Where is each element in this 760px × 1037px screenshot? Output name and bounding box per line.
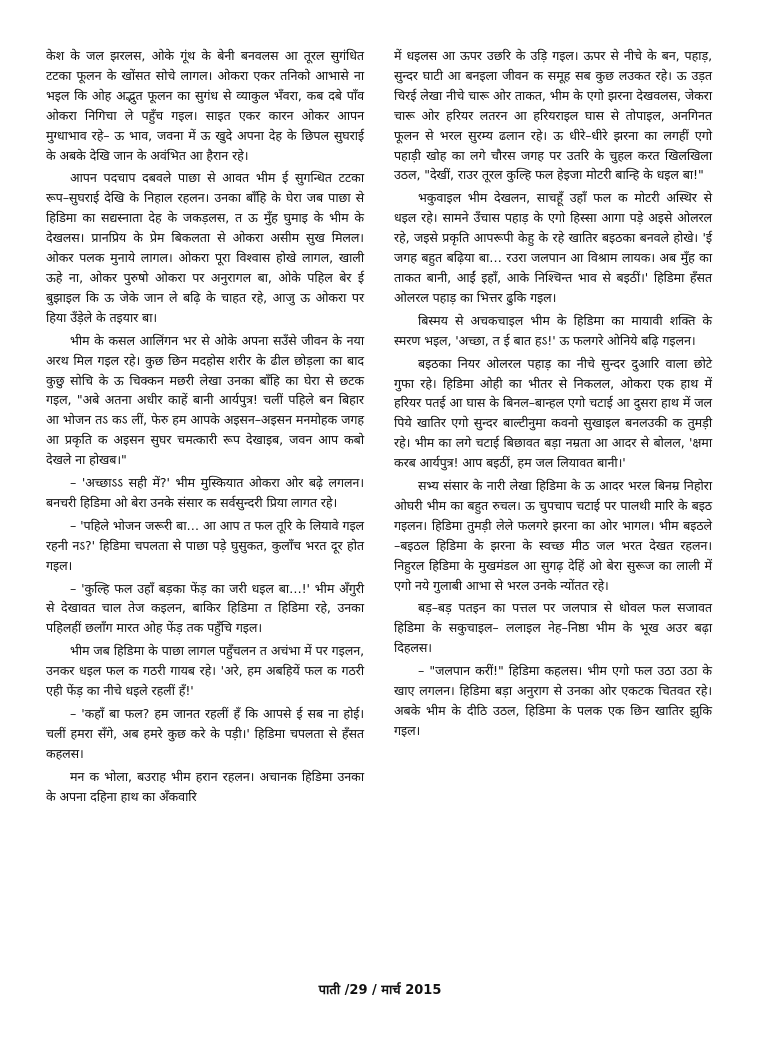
paragraph: – 'पहिले भोजन जरूरी बा… आ आप त फल तूरि के लियावे गइल रहनी नऽ?' हिडिमा चपलता से पाछा पड़े घुसुकत, कुलाँच भरत दूर होत गइल।: [46, 517, 364, 573]
paragraph: भीम के कसल आलिंगन भर से ओके अपना सउँसे जीवन के नया अरथ मिल गइल रहे। कुछ छिन मदहोस शरीर के ढील छोड़ला का बाद कुछु सोचि के ऊ चिक्कन मछरी लेखा उनका बाँहि का घेरा से छटक गइल, "अबे अतना अधीर काहें बानी आर्यपुत्र! चलीं पहिले बन बिहार आ भोजन तऽ कऽ लीं, फेरु हम आपके अइसन–अइसन मनमोहक जगह आ प्रकृति क अइसन सुघर चमत्कारी रूप देखाइब, जवन आप कबो देखले ना होखब।": [46, 332, 364, 468]
paragraph: बड़–बड़ पतइन का पत्तल पर जलपात्र से धोवल फल सजावत हिडिमा के सकुचाइल– ललाइल नेह–निष्ठा भीम के भूख अउर बढ़ा दिहलस।: [394, 600, 712, 656]
paragraph: भकुवाइल भीम देखलन, साचहूँ उहाँ फल क मोटरी अस्थिर से धइल रहे। सामने उँचास पहाड़ के एगो हिस्सा आगा पड़े अइसे ओलरल रहे, जइसे प्रकृति आपरूपी केहु के रहे खातिर बइठका बनवले होखे। 'ई जगह बहुत बढ़िया बा… रउरा जलपान आ विश्राम लायक। अब मुँह का ताकत बानी, आईं इहाँ, आके निश्चिन्त भाव से बइठीं।' हिडिमा हँसत ओलरल पहाड़ का भित्तर ढुकि गइल।: [394, 190, 712, 305]
paragraph: सभ्य संसार के नारी लेखा हिडिमा के ऊ आदर भरल बिनम्र निहोरा ओघरी भीम का बहुत रुचल। ऊ चुपचाप चटाई पर पालथी मारि के बइठ गइलन। हिडिमा तुमड़ी लेले फलगरे झरना का ओर भागल। भीम बइठले –बइठल हिडिमा के झरना के स्वच्छ मीठ जल भरत देखत रहलन। निहुरल हिडिमा के मुखमंडल आ सुगढ़ देहिं ओ बेरा सुरूज का लाली में एगो नये गुलाबी आभा से भरल उनके न्योंतत रहे।: [394, 478, 712, 593]
paragraph: आपन पदचाप दबवले पाछा से आवत भीम ई सुगन्धित टटका रूप–सुघराई देखि के निहाल रहलन। उनका बाँहि के घेरा जब पाछा से हिडिमा का सद्यस्नाता देह के जकड़लस, त ऊ मुँह घुमाइ के भीम के देखलस। प्रानप्रिय के प्रेम बिकलता से ओकरा असीम सुख मिलल। ओकर पलक मुनाये लागल। ओकरा पूरा विश्वास होखे लागल, खाली ऊहे ना, ओकर पुरुषो ओकरा पर अनुरागल बा, ओके पहिल बेर ई बुझाइल कि ऊ जेके जान ले बढ़ि के चाहत रहे, आजु ऊ ओकरा पर हिया उँड़ेले के तइयार बा।: [46, 170, 364, 325]
page-footer: पाती /29 / मार्च 2015: [318, 983, 442, 998]
paragraph: – 'अच्छाऽऽ सही में?' भीम मुस्कियात ओकरा ओर बढ़े लगलन। बनचरी हिडिमा ओ बेरा उनके संसार क सर्वसुन्दरी प्रिया लागत रहे।: [46, 475, 364, 510]
right-column: [394, 46, 712, 744]
paragraph: मन क भोला, बउराह भीम हरान रहलन। अचानक हिडिमा उनका के अपना दहिना हाथ का अँकवारि: [46, 768, 364, 804]
paragraph: बइठका नियर ओलरल पहाड़ का नीचे सुन्दर दुआरि वाला छोटे गुफा रहे। हिडिमा ओही का भीतर से निकलल, ओकरा एक हाथ में हरियर पतई आ घास के बिनल–बान्हल एगो चटाई आ दुसरा हाथ में जल पिये खातिर एगो सुन्दर बाल्टीनुमा कवनो सुखाइल बनलउकी क तुमड़ी रहे। भीम का लगे चटाई बिछावत बड़ा नम्रता आ आदर से बोलल, 'क्षमा करब आर्यपुत्र! आप बइठीं, हम जल लियावत बानी।': [394, 355, 712, 471]
paragraph: केश के जल झरलस, ओके गूंथ के बेनी बनवलस आ तूरल सुगंधित टटका फूलन के खोंसत सोचे लागल। ओकरा एकर तनिको आभासे ना भइल कि ओह अद्भुत फूलन का सुगंध से व्याकुल भँवरा, कब दबे पाँव ओकरा निगिचा ले पहुँच गइल। साइत एकर कारन ओकर आपन मुग्धाभाव रहे– ऊ भाव, जवना में ऊ खुदे अपना देह के छिपल सुघराई के अबके देखि जान के अवंभित आ हैरान रहे।: [46, 48, 364, 163]
paragraph: – "जलपान करीं!" हिडिमा कहलस। भीम एगो फल उठा उठा के खाए लगलन। हिडिमा बड़ा अनुराग से उनका ओर एकटक चितवत रहे। अबके भीम के दीठि उठल, हिडिमा के पलक एक छिन खातिर झुकि गइल।: [394, 663, 712, 738]
paragraph: में धइलस आ ऊपर उछरि के उड़ि गइल। ऊपर से नीचे के बन, पहाड़, सुन्दर घाटी आ बनइला जीवन क समूह सब कुछ लउकत रहे। ऊ उड़त चिरई लेखा नीचे चारू ओर ताकत, भीम के एगो झरना देखवलस, जेकरा चारू ओर हरियर लतरन आ हरियराइल घास से तोपाइल, अनगिनत फूलन से भरल सुरम्य ढलान रहे। ऊ धीरे–धीरे झरना का लगहीं एगो पहाड़ी खोह का लगे चौरस जगह पर उतरि के चुहल करत खिलखिला उठल, "देखीं, राउर तूरल कुल्हि फल हेइजा मोटरी बान्हि के धइल बा!": [394, 48, 712, 183]
paragraph: भीम जब हिडिमा के पाछा लागल पहुँचलन त अचंभा में पर गइलन, उनकर धइल फल क गठरी गायब रहे। 'अरे, हम अबहियें फल क गठरी एही फेंड़ का नीचे धइले रहलीं हँ!': [46, 643, 364, 699]
left-column: [46, 46, 364, 810]
paragraph: बिस्मय से अचकचाइल भीम के हिडिमा का मायावी शक्ति के स्मरण भइल, 'अच्छा, त ई बात हऽ!' ऊ फलगरे ओनिये बढ़ि गइलन।: [394, 312, 712, 348]
paragraph: – 'कहाँ बा फल? हम जानत रहलीं हँ कि आपसे ई सब ना होई। चलीं हमरा सँगे, अब हमरे कुछ करे के पड़ी।' हिडिमा चपलता से हँसत कहलस।: [46, 706, 364, 761]
paragraph: – 'कुल्हि फल उहाँ बड़का फेंड़ का जरी धइल बा…!' भीम अँगुरी से देखावत चाल तेज कइलन, बाकिर हिडिमा त हिडिमा रहे, उनका पहिलहीं छलाँग मारत ओह फेंड़ तक पहुँचि गइल।: [46, 580, 364, 636]
